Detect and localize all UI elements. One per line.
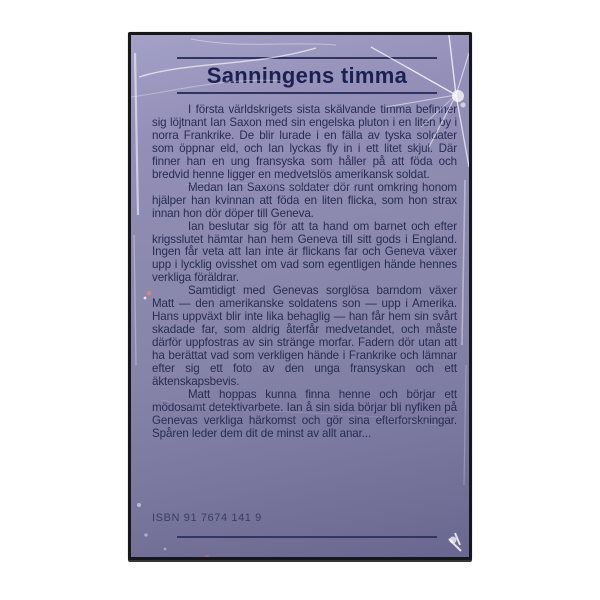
book-back-cover xyxy=(128,32,472,560)
footer-rule xyxy=(177,536,437,538)
blurb-paragraph-3: Ian beslutar sig för att ta hand om barnet och efter krigsslutet hämtar han hem Geneva till sitt gods i England. Ingen får veta att Ian inte är flickans far och Geneva växer upp i lycklig ovisshet om vad som egentligen hände hennes verkliga föräldrar. xyxy=(152,219,457,285)
cover-surface xyxy=(131,35,469,557)
book-title: Sanningens timma xyxy=(206,63,408,88)
title-rule-bottom xyxy=(177,92,437,94)
title-rule-top xyxy=(177,57,437,59)
blurb-paragraph-5: Matt hoppas kunna finna henne och börjar ett mödosamt detektivarbete. Ian å sin sida börjar bli nyfiken på Genevas verkliga härkomst och gör sina efterforskningar. Spåren leder dem dit de minst av allt anar... xyxy=(152,387,457,440)
isbn-text: ISBN 91 7674 141 9 xyxy=(152,512,262,524)
blurb-paragraph-4: Samtidigt med Genevas sorglösa barndom växer Matt — den amerikanske soldatens son — upp i Amerika. Hans uppväxt blir inte lika behaglig — han får hem sin svårt skadade far, som aldrig återfår medvetandet, och måste därför uppfostras av sin stränge morfar. Fadern dör utan att ha berättat vad som verkligen hände i Frankrike och lämnar efter sig ett foto av den unga fransyskan och ett äktenskapsbevis. xyxy=(152,284,457,389)
blurb-paragraph-2: Medan Ian Saxons soldater dör runt omkring honom hjälper han kvinnan att föda en liten flicka, som hon strax innan hon dör döper till Geneva. xyxy=(152,180,457,220)
blurb-text xyxy=(152,104,457,441)
blurb-paragraph-1: I första världskrigets sista skälvande timma befinner sig löjtnant Ian Saxon med sin engelska pluton i en liten by i norra Frankrike. De blir lurade i en fälla av tyska soldater som öppnar eld, och Ian lyckas fly in i ett litet skjul. Där finner han en ung fransyska som håller på att föda och bredvid henne ligger en medvetslös amerikansk soldat. xyxy=(152,103,457,181)
title-block xyxy=(177,57,437,94)
